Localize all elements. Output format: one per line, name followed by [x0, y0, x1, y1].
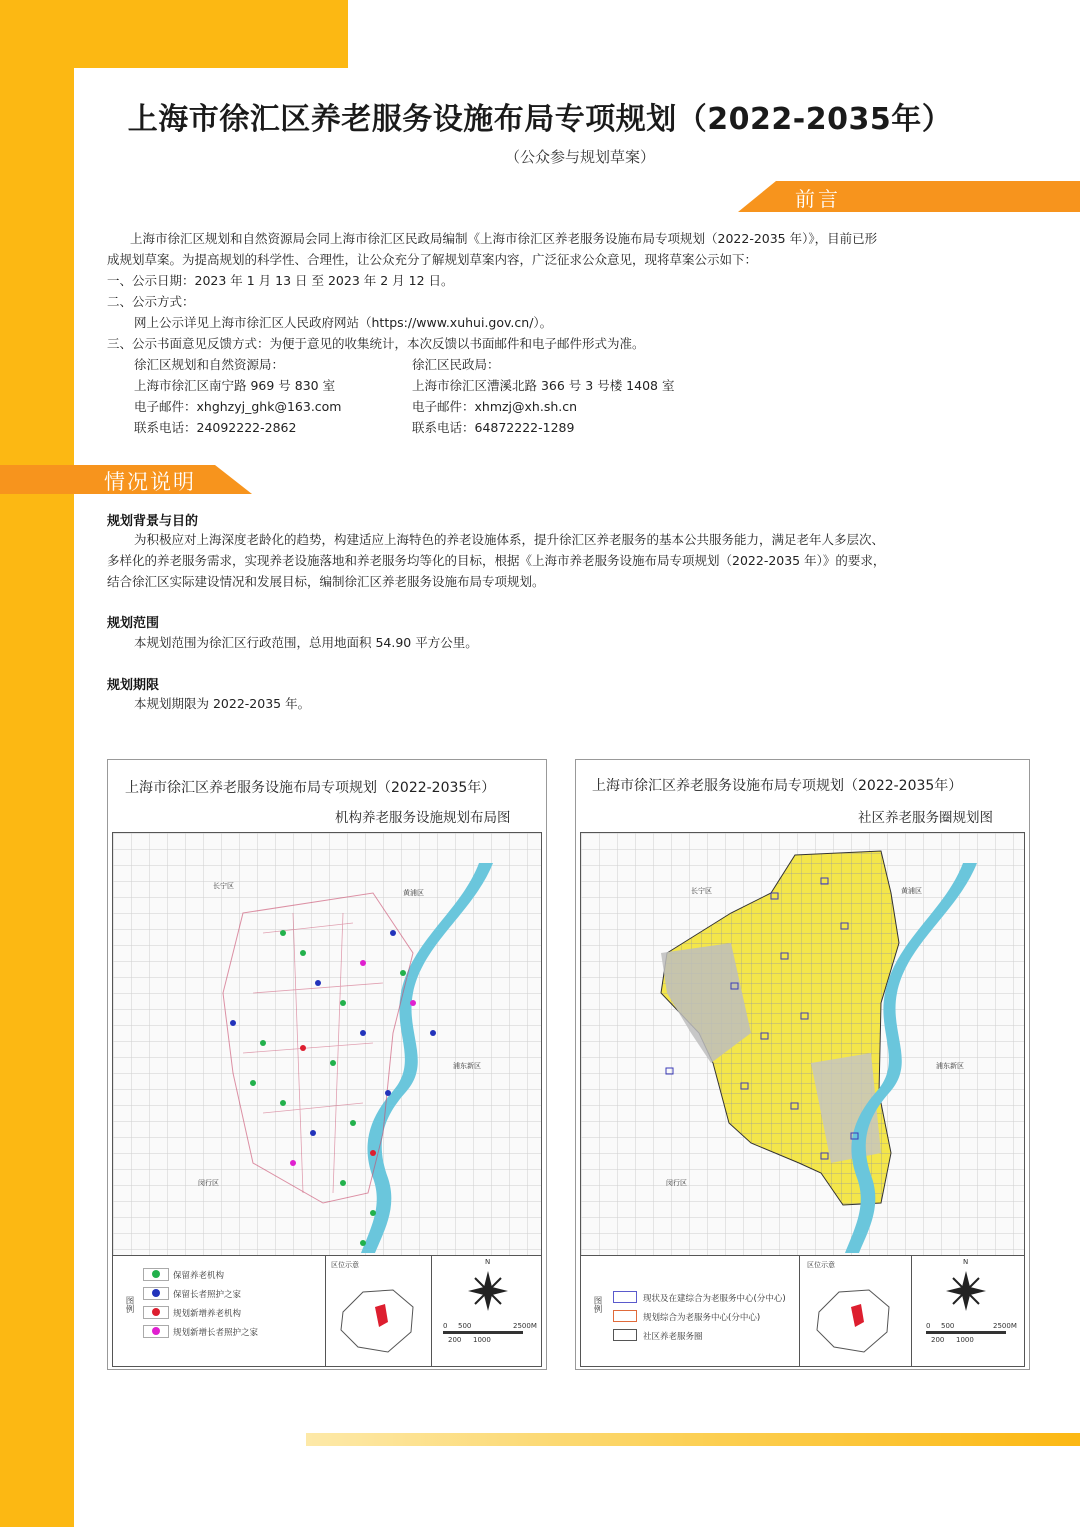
- contact-right-address: 上海市徐汇区漕溪北路 366 号 3 号楼 1408 室: [412, 378, 675, 393]
- contact-left-address: 上海市徐汇区南宁路 969 号 830 室: [134, 378, 336, 393]
- scale-tick: 1000: [473, 1336, 491, 1344]
- bottom-gradient-bar: [306, 1433, 1080, 1446]
- legend-label: 图例: [124, 1296, 134, 1313]
- legend-item-3: 规划新增养老机构: [173, 1309, 242, 1319]
- top-yellow-block: [0, 0, 348, 68]
- inset-label: 区位示意: [807, 1261, 835, 1269]
- feedback-method: 三、公示书面意见反馈方式：为便于意见的收集统计，本次反馈以书面邮件和电子邮件形式为准。: [107, 336, 645, 351]
- foreword-intro-2: 成规划草案。为提高规划的科学性、合理性，让公众充分了解规划草案内容，广泛征求公众意见，现将草案公示如下：: [107, 252, 758, 267]
- district-label: 黄浦区: [901, 887, 922, 895]
- period-title: 规划期限: [107, 678, 160, 693]
- district-label: 浦东新区: [453, 1062, 481, 1070]
- north-label: N: [963, 1258, 969, 1266]
- legend-item-2: 规划综合为老服务中心(分中心): [643, 1313, 761, 1323]
- legend-item-3: 社区养老服务圈: [643, 1332, 703, 1342]
- legend-item-1: 保留养老机构: [173, 1271, 225, 1281]
- scale-tick: 2500M: [513, 1322, 537, 1330]
- scale-tick: 1000: [956, 1336, 974, 1344]
- situation-heading: 情况说明: [104, 470, 196, 494]
- left-yellow-bar: [0, 0, 74, 1527]
- contact-left-email: 电子邮件：xhghzyj_ghk@163.com: [134, 399, 342, 414]
- scale-tick: 0: [926, 1322, 931, 1330]
- district-label: 闵行区: [666, 1179, 687, 1187]
- foreword-intro-1: 上海市徐汇区规划和自然资源局会同上海市徐汇区民政局编制《上海市徐汇区养老服务设施布局专项规划（2022-2035 年）》，目前已形: [130, 231, 878, 246]
- location-inset-map: [809, 1272, 901, 1360]
- map-subtitle: 机构养老服务设施规划布局图: [335, 810, 511, 826]
- legend-green-dot-icon: [152, 1270, 160, 1278]
- foreword-heading: 前言: [795, 187, 841, 211]
- map-title: 上海市徐汇区养老服务设施布局专项规划（2022-2035年）: [125, 780, 496, 796]
- notice-method-detail: 网上公示详见上海市徐汇区人民政府网站（https://www.xuhui.gov.cn/）。: [134, 315, 553, 330]
- location-inset-map: [333, 1272, 425, 1360]
- north-arrow-icon: [463, 1266, 513, 1316]
- north-arrow-icon: [941, 1266, 991, 1316]
- contact-right-org: 徐汇区民政局：: [412, 357, 500, 372]
- legend-label: 图例: [592, 1296, 602, 1313]
- map-panel-community: [575, 759, 1030, 1370]
- scale-tick: 2500M: [993, 1322, 1017, 1330]
- district-label: 黄浦区: [403, 889, 424, 897]
- legend-item-4: 规划新增长者照护之家: [173, 1328, 259, 1338]
- contact-right-email: 电子邮件：xhmzj@xh.sh.cn: [412, 399, 578, 414]
- contact-left-phone: 联系电话：24092222-2862: [134, 420, 297, 435]
- page-title: 上海市徐汇区养老服务设施布局专项规划（2022-2035年）: [127, 102, 953, 137]
- district-label: 长宁区: [213, 882, 234, 890]
- district-label: 闵行区: [198, 1179, 219, 1187]
- legend-red-dot-icon: [152, 1308, 160, 1316]
- scale-bar: [926, 1331, 1006, 1334]
- scale-tick: 500: [458, 1322, 472, 1330]
- scale-tick: 500: [941, 1322, 955, 1330]
- legend-magenta-dot-icon: [152, 1327, 160, 1335]
- contact-right-phone: 联系电话：64872222-1289: [412, 420, 575, 435]
- inset-label: 区位示意: [331, 1261, 359, 1269]
- legend-blue-dot-icon: [152, 1289, 160, 1297]
- scale-bar: [443, 1331, 523, 1334]
- period-text: 本规划期限为 2022-2035 年。: [134, 696, 311, 711]
- legend-service-circle-icon: [613, 1329, 637, 1341]
- north-label: N: [485, 1258, 491, 1266]
- background-line-1: 为积极应对上海深度老龄化的趋势，构建适应上海特色的养老设施体系，提升徐汇区养老服务的基本公共服务能力，满足老年人多层次、: [134, 532, 885, 547]
- background-title: 规划背景与目的: [107, 514, 199, 529]
- background-line-2: 多样化的养老服务需求，实现养老设施落地和养老服务均等化的目标，根据《上海市养老服务设施布局专项规划（2022-2035 年）》的要求，: [107, 553, 886, 568]
- scale-tick: 0: [443, 1322, 448, 1330]
- map-legend: [580, 1255, 1025, 1367]
- notice-method: 二、公示方式：: [107, 294, 195, 309]
- contact-left-org: 徐汇区规划和自然资源局：: [134, 357, 285, 372]
- map-title: 上海市徐汇区养老服务设施布局专项规划（2022-2035年）: [592, 778, 963, 794]
- scope-text: 本规划范围为徐汇区行政范围，总用地面积 54.90 平方公里。: [134, 635, 478, 650]
- legend-item-1: 现状及在建综合为老服务中心(分中心): [643, 1294, 786, 1304]
- map-legend: [112, 1255, 542, 1367]
- district-label: 浦东新区: [936, 1062, 964, 1070]
- legend-existing-center-icon: [613, 1291, 637, 1303]
- map-subtitle: 社区养老服务圈规划图: [858, 810, 993, 826]
- background-line-3: 结合徐汇区实际建设情况和发展目标，编制徐汇区养老服务设施布局专项规划。: [107, 574, 545, 589]
- scope-title: 规划范围: [107, 616, 160, 631]
- legend-planned-center-icon: [613, 1310, 637, 1322]
- notice-date: 一、公示日期：2023 年 1 月 13 日 至 2023 年 2 月 12 日。: [107, 273, 454, 288]
- scale-tick: 200: [931, 1336, 945, 1344]
- foreword-banner: [738, 181, 1080, 212]
- legend-item-2: 保留长者照护之家: [173, 1290, 242, 1300]
- page-subtitle: （公众参与规划草案）: [504, 148, 655, 166]
- map-panel-institutions: [107, 759, 547, 1370]
- scale-tick: 200: [448, 1336, 462, 1344]
- district-label: 长宁区: [691, 887, 712, 895]
